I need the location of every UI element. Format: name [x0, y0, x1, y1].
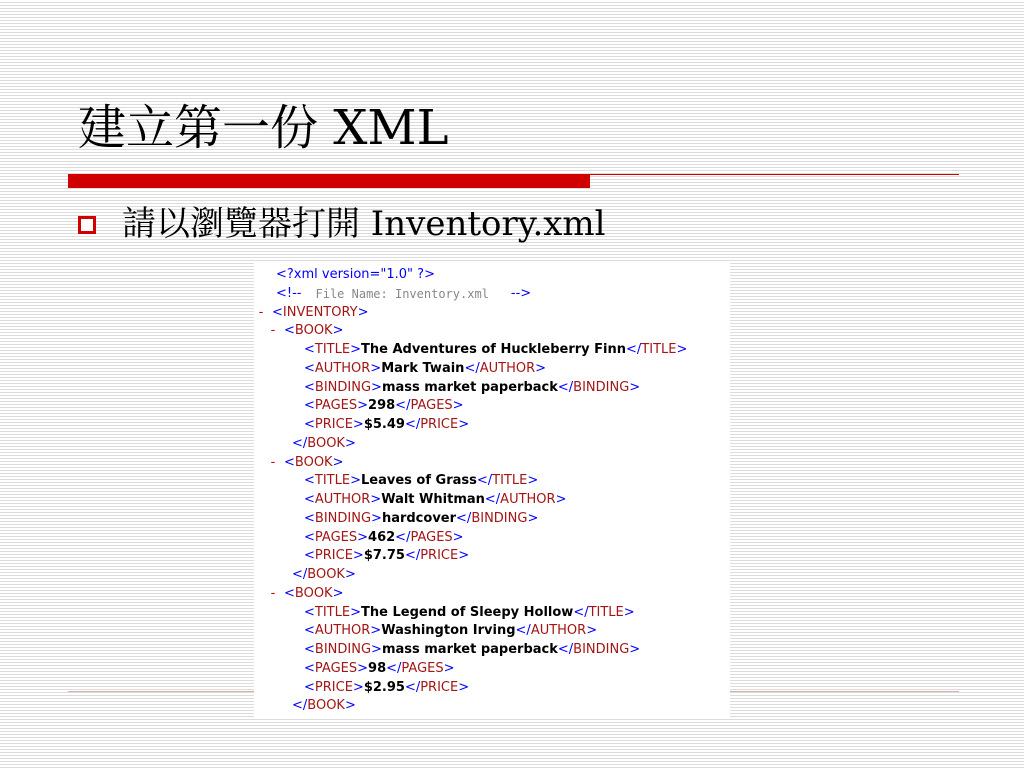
tag-name: PRICE: [314, 548, 353, 564]
tag-name: BINDING: [314, 379, 372, 395]
field-value-title: The Adventures of Huckleberry Finn: [361, 342, 627, 357]
tag-name: PRICE: [420, 548, 459, 564]
field-value-pages: 298: [368, 398, 396, 414]
tag-name: AUTHOR: [500, 492, 556, 507]
tag-name: PAGES: [314, 529, 358, 545]
comment-text: File Name: Inventory.xml: [315, 286, 489, 301]
tag-name: PAGES: [314, 660, 358, 676]
field-value-binding: mass market paperback: [381, 379, 558, 395]
book-field-line: <PAGES>462</PAGES>: [304, 529, 464, 545]
tag-name: PAGES: [410, 398, 453, 414]
slide-title: 建立第一份 XML: [78, 100, 449, 156]
book-field-line: <PRICE>$5.49</PRICE>: [304, 417, 470, 432]
tag-name: PRICE: [314, 417, 353, 432]
tag-name: PRICE: [420, 417, 459, 432]
field-value-binding: hardcover: [381, 510, 457, 526]
tag-name: PAGES: [314, 398, 358, 414]
collapse-toggle-icon[interactable]: -: [270, 454, 276, 470]
collapse-toggle-icon[interactable]: -: [270, 323, 276, 339]
book-field-line: <BINDING>mass market paperback</BINDING>: [304, 379, 641, 395]
book-field-line: <AUTHOR>Washington Irving</AUTHOR>: [304, 623, 598, 639]
tag-name: PRICE: [314, 679, 353, 695]
book-field-line: <PRICE>$7.75</PRICE>: [304, 548, 470, 564]
tag-name: BOOK: [294, 323, 333, 339]
tag-name: BOOK: [294, 454, 333, 470]
tag-name: TITLE: [314, 473, 351, 489]
collapse-toggle-icon[interactable]: -: [270, 585, 276, 601]
collapse-toggle-icon[interactable]: -: [258, 304, 264, 320]
title-divider: [68, 174, 959, 188]
book-field-line: <TITLE>The Legend of Sleepy Hollow</TITLE>: [304, 604, 635, 620]
book-field-line: <PAGES>98</PAGES>: [304, 660, 455, 676]
title-divider-thin: [590, 174, 959, 175]
tag-name: BOOK: [294, 585, 333, 601]
field-value-pages: 98: [368, 660, 387, 676]
tag-name: AUTHOR: [314, 623, 371, 639]
book-field-line: <PAGES>298</PAGES>: [304, 398, 464, 414]
tag-name: AUTHOR: [314, 360, 371, 376]
field-value-price: $7.75: [363, 548, 405, 564]
book-close-line: </BOOK>: [292, 567, 356, 582]
tag-name: AUTHOR: [314, 492, 371, 507]
comment-open: <!--: [276, 285, 302, 301]
field-value-author: Walt Whitman: [381, 492, 485, 507]
field-value-title: The Legend of Sleepy Hollow: [361, 604, 574, 620]
tag-name: AUTHOR: [530, 623, 587, 639]
book-open-line: - <BOOK>: [254, 454, 730, 473]
tag-name: PAGES: [410, 529, 453, 545]
tag-name: TITLE: [641, 342, 677, 357]
tag-name: BOOK: [307, 567, 345, 582]
root-tag-name: INVENTORY: [282, 304, 358, 320]
tag-name: BINDING: [573, 642, 630, 657]
books-container: [254, 322, 730, 716]
inventory-open-line: - <INVENTORY>: [254, 304, 730, 323]
tag-name: TITLE: [588, 604, 624, 620]
book-field-line: <BINDING>hardcover</BINDING>: [304, 510, 539, 526]
book-field-line: <PRICE>$2.95</PRICE>: [304, 679, 470, 695]
book-field-line: <TITLE>The Adventures of Huckleberry Finn</TITLE>: [304, 342, 688, 357]
book-open-line: - <BOOK>: [254, 322, 730, 341]
tag-name: AUTHOR: [479, 360, 536, 376]
book-open-line: - <BOOK>: [254, 585, 730, 604]
field-value-author: Washington Irving: [381, 623, 516, 639]
book-field-line: <BINDING>mass market paperback</BINDING>: [304, 642, 641, 657]
field-value-price: $5.49: [363, 417, 405, 432]
square-bullet-icon: [78, 216, 96, 234]
field-value-price: $2.95: [363, 679, 405, 695]
bullet-item: [78, 200, 606, 248]
xml-tree-view: [254, 262, 730, 718]
xml-comment-line: [254, 285, 730, 304]
book-close-line: </BOOK>: [292, 698, 356, 714]
tag-name: TITLE: [314, 342, 351, 357]
book-close-line: </BOOK>: [292, 435, 356, 451]
xml-declaration-line: [254, 266, 730, 285]
book-field-line: <AUTHOR>Walt Whitman</AUTHOR>: [304, 492, 567, 507]
tag-name: BINDING: [314, 510, 372, 526]
tag-name: BINDING: [573, 379, 630, 395]
tag-name: BOOK: [307, 435, 345, 451]
field-value-binding: mass market paperback: [381, 642, 558, 657]
tag-name: BINDING: [314, 642, 372, 657]
tag-name: PRICE: [420, 679, 459, 695]
book-field-line: <AUTHOR>Mark Twain</AUTHOR>: [304, 360, 547, 376]
title-divider-thick: [68, 174, 590, 188]
tag-name: TITLE: [314, 604, 351, 620]
bullet-text: 請以瀏覽器打開 Inventory.xml: [122, 204, 606, 244]
book-field-line: <TITLE>Leaves of Grass</TITLE>: [304, 473, 539, 489]
tag-name: BOOK: [307, 698, 345, 714]
tag-name: TITLE: [492, 473, 528, 489]
tag-name: BINDING: [471, 510, 528, 526]
tag-name: PAGES: [401, 660, 444, 676]
xml-declaration: <?xml version="1.0" ?>: [276, 267, 435, 282]
field-value-pages: 462: [368, 529, 396, 545]
field-value-title: Leaves of Grass: [361, 473, 477, 489]
field-value-author: Mark Twain: [381, 360, 465, 376]
comment-close: -->: [510, 285, 532, 301]
